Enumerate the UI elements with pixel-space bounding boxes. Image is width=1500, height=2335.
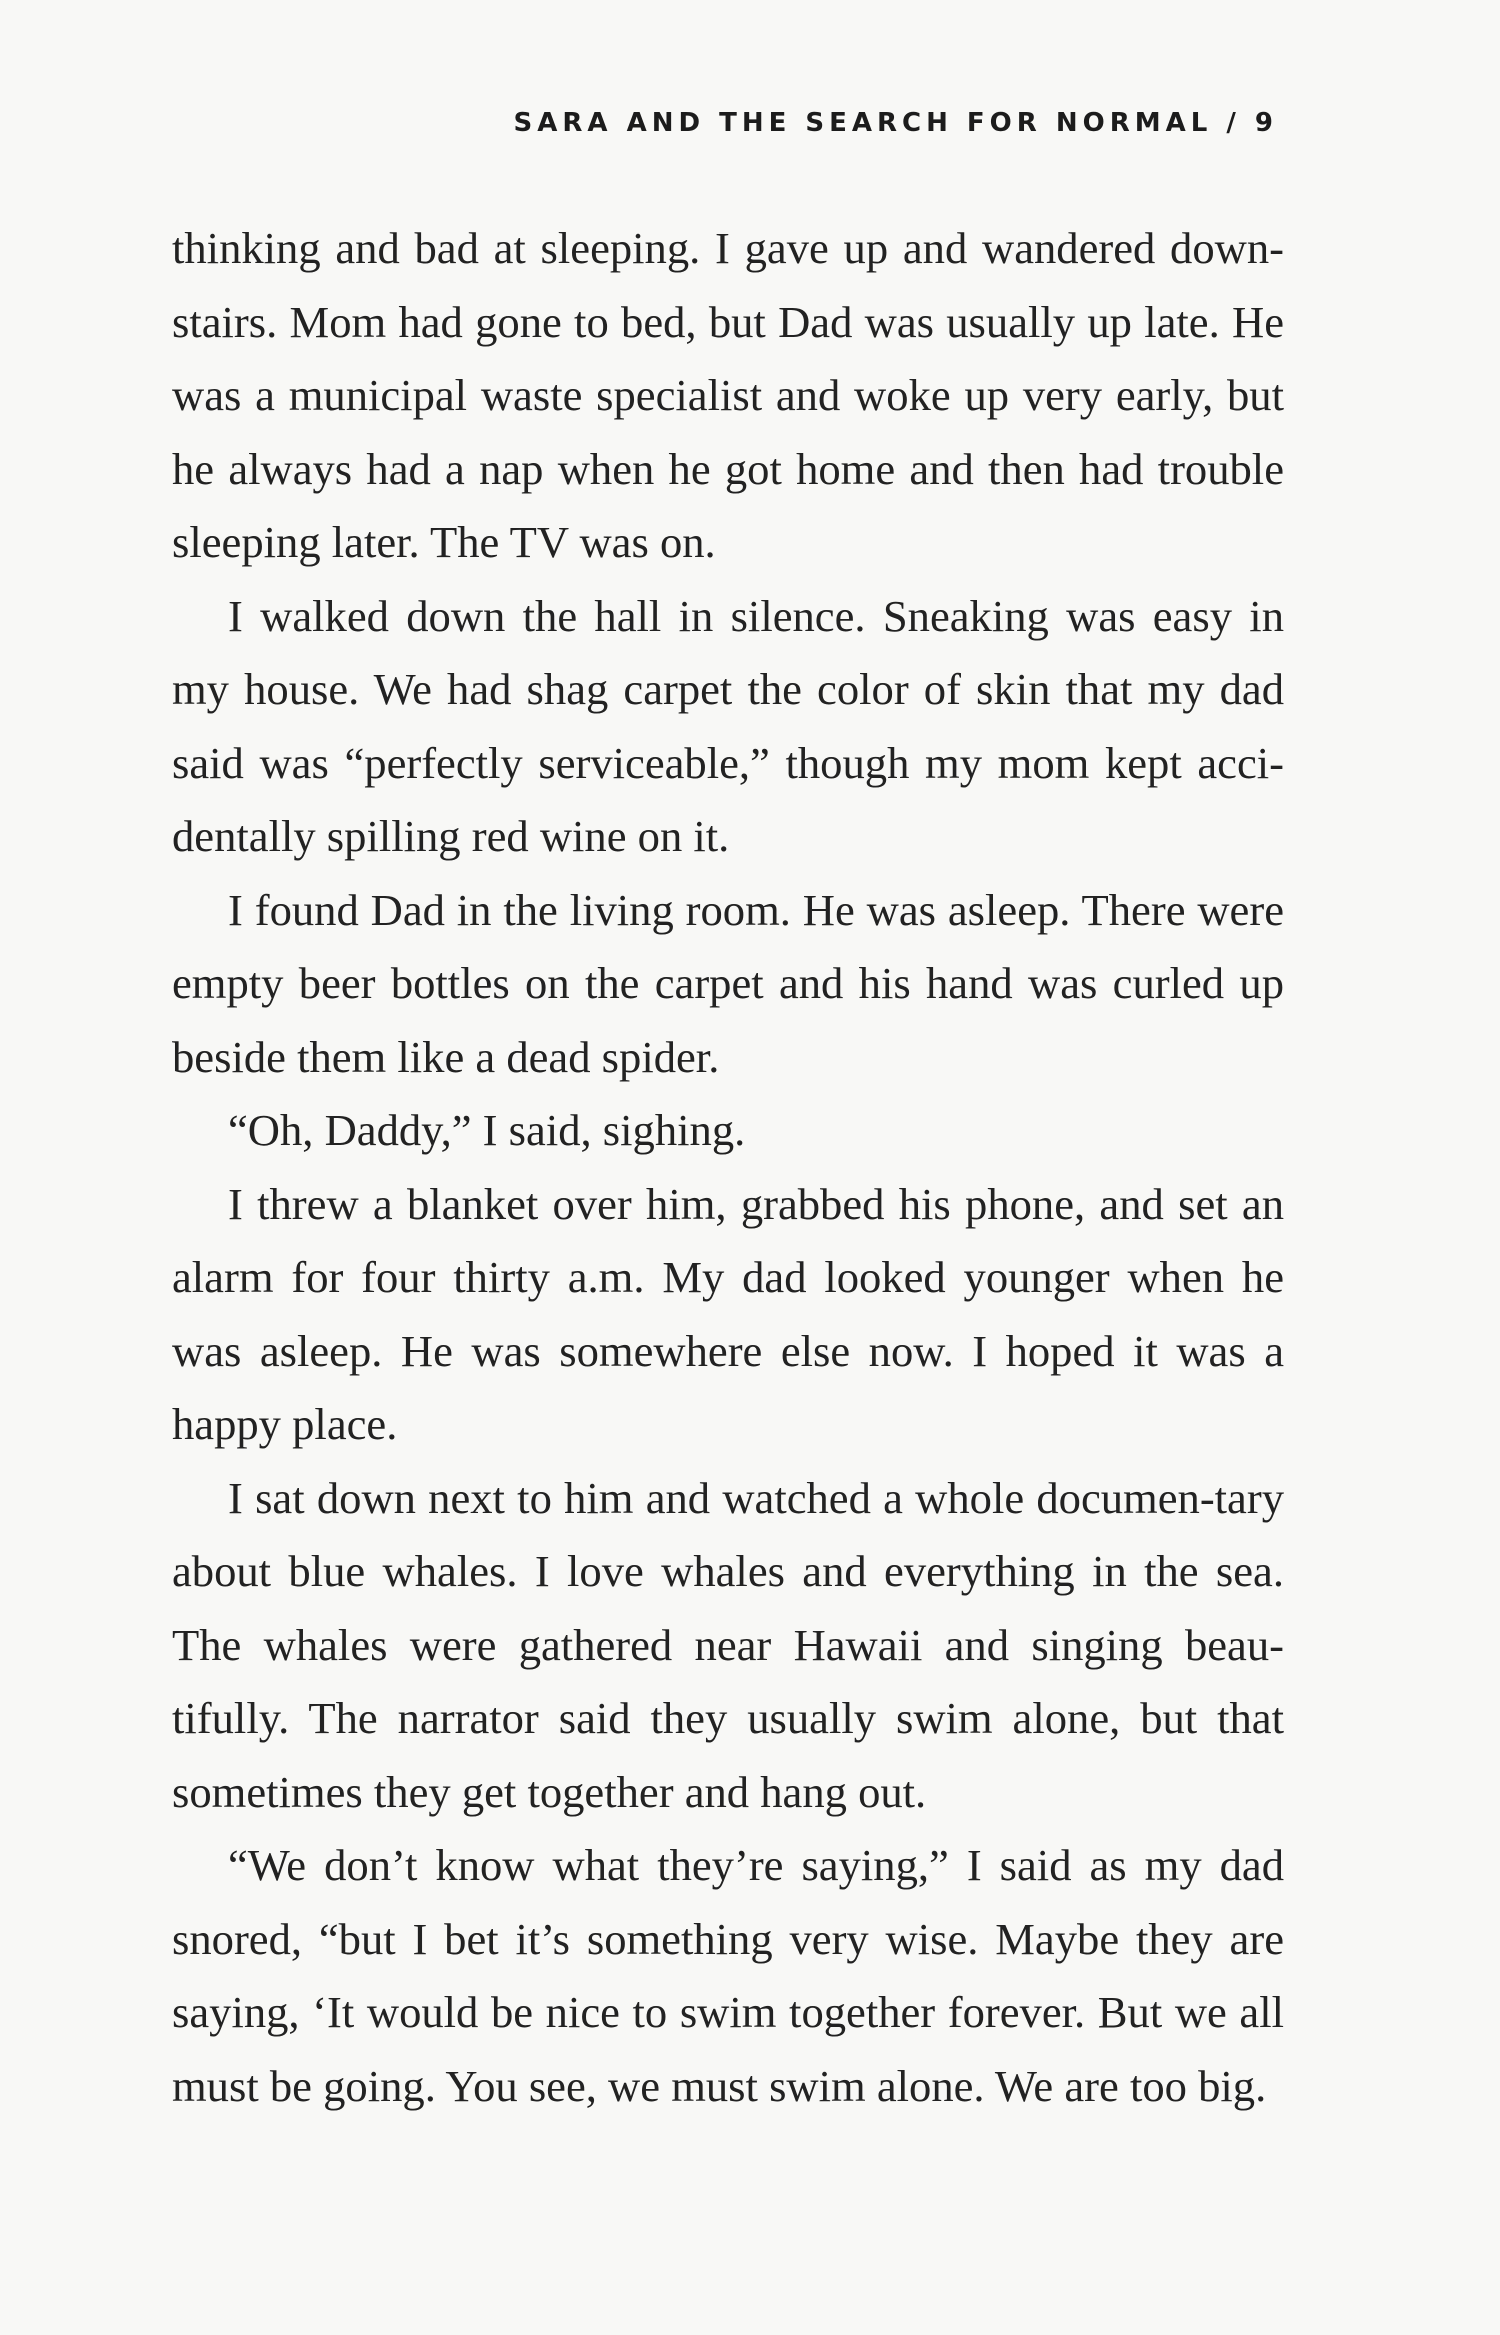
paragraph: I found Dad in the living room. He was asleep. There were empty beer bottles on the carpet and his hand was curled up beside them like a dead spider.: [172, 884, 1284, 1082]
paragraph: I threw a blanket over him, grabbed his phone, and set an alarm for four thirty a.m. My dad looked younger when he was asleep. He was somewhere else now. I hoped it was a happy place.: [172, 1178, 1284, 1449]
paragraph: I sat down next to him and watched a whole documen-tary about blue whales. I love whales and everything in the sea. The whales were gathered near Hawaii and singing beau-tifully. The narrator said they usually swim alone, but that sometimes they get together and hang out.: [172, 1472, 1284, 1817]
body-text: [172, 212, 1284, 2123]
paragraph: I walked down the hall in silence. Sneaking was easy in my house. We had shag carpet the color of skin that my dad said was “perfectly serviceable,” though my mom kept acci-dentally spilling red wine on it.: [172, 590, 1284, 861]
paragraph: “Oh, Daddy,” I said, sighing.: [228, 1105, 746, 1155]
paragraph: thinking and bad at sleeping. I gave up and wandered down-stairs. Mom had gone to bed, but Dad was usually up late. He was a municipal waste specialist and woke up very early, but he always had a nap when he got home and then had trouble sleeping later. The TV was on.: [172, 223, 1284, 567]
running-head: SARA AND THE SEARCH FOR NORMAL / 9: [513, 108, 1278, 138]
paragraph: “We don’t know what they’re saying,” I said as my dad snored, “but I bet it’s something very wise. Maybe they are saying, ‘It would be nice to swim together forever. But we all must be going. You see, we must swim alone. We are too big.: [172, 1840, 1284, 2111]
